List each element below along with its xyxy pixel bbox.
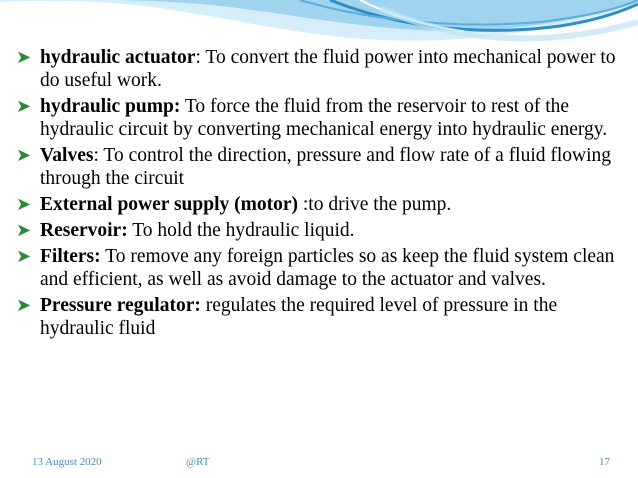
bullet-text: regulates the required level of pressure in the hydraulic fluid <box>40 295 558 339</box>
footer-date: 13 August 2020 <box>32 456 102 468</box>
arrow-bullet-icon: ➤ <box>16 246 32 266</box>
footer-author: @RT <box>186 456 210 468</box>
slide-footer <box>0 456 638 472</box>
bullet-term: Reservoir: <box>40 220 128 241</box>
bullet-hydraulic-actuator <box>16 46 616 92</box>
arrow-bullet-icon: ➤ <box>16 194 32 214</box>
bullet-hydraulic-pump <box>16 95 616 141</box>
bullet-text: :to drive the pump. <box>298 194 452 215</box>
arrow-bullet-icon: ➤ <box>16 220 32 240</box>
arrow-bullet-icon: ➤ <box>16 295 32 315</box>
bullet-term: hydraulic actuator <box>40 47 196 68</box>
footer-page-number: 17 <box>599 456 610 468</box>
bullet-list <box>16 46 616 343</box>
bullet-text: To remove any foreign particles so as keep the fluid system clean and efficient, as well as avoid damage to the actuator and valves. <box>40 246 615 290</box>
arrow-bullet-icon: ➤ <box>16 145 32 165</box>
bullet-valves <box>16 144 616 190</box>
bullet-term: hydraulic pump: <box>40 96 181 117</box>
bullet-term: Filters: <box>40 246 101 267</box>
bullet-text: To hold the hydraulic liquid. <box>127 220 355 241</box>
bullet-filters <box>16 245 616 291</box>
bullet-text: : To control the direction, pressure and flow rate of a fluid flowing through the circuit <box>40 145 612 189</box>
arrow-bullet-icon: ➤ <box>16 47 32 67</box>
bullet-external-power-supply <box>16 193 616 216</box>
bullet-reservoir <box>16 219 616 242</box>
bullet-term: Valves <box>40 145 94 166</box>
bullet-pressure-regulator <box>16 294 616 340</box>
bullet-text: : To convert the fluid power into mechanical power to do useful work. <box>40 47 616 91</box>
arrow-bullet-icon: ➤ <box>16 96 32 116</box>
bullet-text: To force the fluid from the reservoir to rest of the hydraulic circuit by converting mechanical energy into hydraulic energy. <box>40 96 608 140</box>
bullet-term: External power supply (motor) <box>40 194 299 215</box>
bullet-term: Pressure regulator: <box>40 295 201 316</box>
